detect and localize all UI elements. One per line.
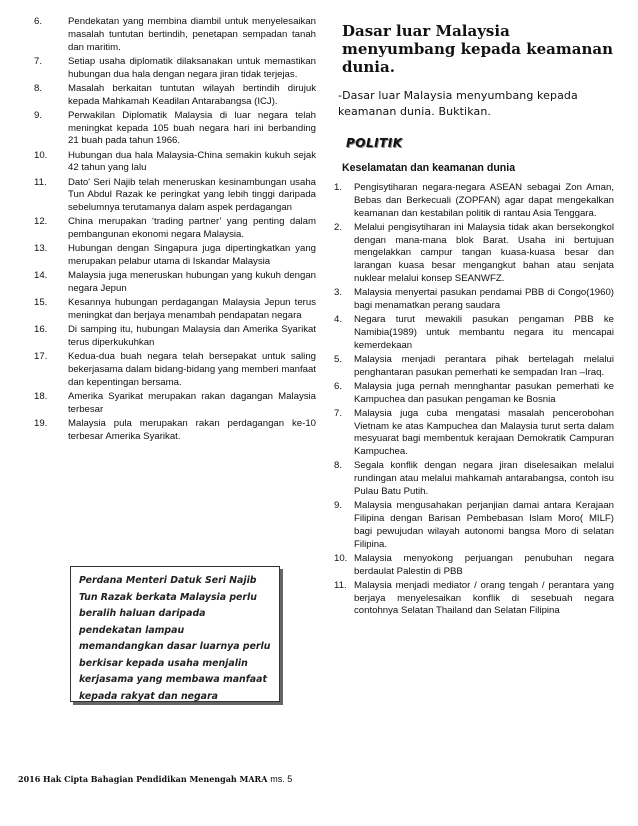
list-item: [34, 56, 316, 82]
list-item: [34, 216, 316, 242]
list-item-text: Perwakilan Diplomatik Malaysia di luar negara telah meningkat kepada 105 buah negara hari ini berbanding 21 buah pada tahun 1966.: [68, 109, 316, 147]
footer-copyright: 2016 Hak Cipta Bahagian Pendidikan Menengah MARA: [18, 774, 268, 784]
list-item-text: Hubungan dua hala Malaysia-China semakin kukuh sejak 42 tahun yang lalu: [68, 149, 316, 174]
list-item-number: 15.: [34, 297, 48, 309]
list-item: [334, 354, 614, 380]
list-item: [334, 408, 614, 459]
list-item-number: 12.: [34, 216, 48, 228]
sub-heading: -Dasar luar Malaysia menyumbang kepada keamanan dunia. Buktikan.: [338, 89, 578, 118]
list-item: [34, 243, 316, 269]
list-item: [34, 16, 316, 54]
list-item-number: 4.: [334, 314, 343, 326]
list-item-number: 8.: [334, 460, 343, 472]
list-item-number: 10.: [34, 149, 48, 161]
list-item-number: 1.: [334, 182, 343, 193]
list-item: [334, 182, 614, 220]
list-item-number: 6.: [334, 380, 343, 392]
list-item-text: Melalui pengisytiharan ini Malaysia tidak akan bersekongkol dengan mana-mana blok Barat. Usaha ini bertujuan mengelakkan campur tangan kuasa-kuasa besar dan larangan kuasa besar mengangkut bahan atau senjata nuklear melalui konsep SEANWFZ.: [354, 221, 614, 284]
list-item-text: Malaysia mengusahakan perjanjian damai antara Kerajaan Filipina dengan Barisan Pembebasan Islam Moro( MILF) bagi pewujudan wilayah autonomi bangsa Moro di selatan Filipina.: [354, 500, 614, 550]
list-item-number: 7.: [34, 55, 43, 67]
list-item-text: Malaysia menyokong perjuangan penubuhan negara berdaulat Palestin di PBB: [354, 552, 614, 577]
quote-box: [70, 566, 280, 702]
list-item: [334, 381, 614, 407]
list-item: [334, 580, 614, 618]
list-item-number: 2.: [334, 221, 343, 233]
list-item-text: Setiap usaha diplomatik dilaksanakan untuk memastikan hubungan dua hala dengan negara jiran tidak terjejas.: [68, 55, 316, 80]
list-item-number: 9.: [34, 109, 43, 121]
list-item-text: China merupakan ‘trading partner’ yang penting dalam pembangunan ekonomi negara Malaysia.: [68, 216, 316, 241]
list-item-number: 13.: [34, 243, 48, 255]
page-footer: [18, 774, 292, 784]
list-item-text: Malaysia menjadi mediator / orang tengah / perantara yang berjaya menyelesaikan konflik di sesebuah negara contohnya Selatan Thailand dan Selatan Filipina: [354, 579, 614, 617]
list-item-text: Negara turut mewakili pasukan pengaman PBB ke Namibia(1989) untuk membantu negara itu mencapai kemerdekaan: [354, 314, 614, 351]
list-item: [334, 460, 614, 498]
quote-text: Perdana Menteri Datuk Seri Najib Tun Razak berkata Malaysia perlu beralih haluan daripada pendekatan lampau memandangkan dasar luarnya perlu berkisar kepada usaha menjalin kerjasama yang membawa manfaat kepada rakyat dan negara: [79, 575, 271, 702]
list-item-text: Hubungan dengan Singapura juga dipertingkatkan yang merupakan pelabur utama di Iskandar Malaysia: [68, 243, 316, 268]
list-item-text: Malaysia menjadi perantara pihak bertelagah melalui penghantaran pasukan pemerhati ke sempadan Iran –Iraq.: [354, 353, 614, 378]
politik-heading: POLITIK: [346, 136, 403, 150]
list-item: [334, 287, 614, 313]
list-item: [334, 500, 614, 551]
list-item-text: Malaysia juga cuba mengatasi masalah pencerobohan Vietnam ke atas Kampuchea dan Malaysia turut serta dalam mesyuarat bagi membentuk kerajaan Demokratik Campuran Kampuchea.: [354, 407, 614, 458]
list-item: [34, 324, 316, 350]
left-column: [34, 16, 316, 445]
list-item-number: 6.: [34, 16, 43, 27]
list-item-number: 11.: [334, 579, 347, 591]
list-item-text: Segala konflik dengan negara jiran diselesaikan melalui rundingan atau melalui mahkamah antarabangsa, contoh isu Pulau Batu Putih.: [354, 460, 614, 498]
list-item-number: 5.: [334, 353, 343, 365]
list-item: [34, 83, 316, 109]
list-item-text: Dato' Seri Najib telah meneruskan kesinambungan usaha Tun Abdul Razak ke peringkat yang lebih tinggi daripada sebelumnya terutamanya dalam aspek perdagangan: [68, 176, 316, 214]
list-item-text: Malaysia juga meneruskan hubungan yang kukuh dengan negara Jepun: [68, 270, 316, 295]
list-item-number: 17.: [34, 351, 48, 363]
list-item-text: Malaysia pula merupakan rakan perdagangan ke-10 terbesar Amerika Syarikat.: [68, 417, 316, 442]
list-item: [34, 391, 316, 417]
list-item-number: 11.: [34, 176, 47, 188]
page-number: ms. 5: [270, 774, 293, 784]
list-item-text: Kesannya hubungan perdagangan Malaysia Jepun terus meningkat dan berjaya menambah pendapatan negara: [68, 297, 316, 322]
list-item-text: Pendekatan yang membina diambil untuk menyelesaikan masalah tuntutan bertindih, penetapan sempadan tanah dan maritim.: [68, 16, 316, 53]
list-item-number: 7.: [334, 407, 343, 419]
list-item: [34, 110, 316, 148]
list-item-text: Masalah berkaitan tuntutan wilayah bertindih dirujuk kepada Mahkamah Keadilan Antarabangsa (ICJ).: [68, 82, 316, 107]
list-item-text: Kedua-dua buah negara telah bersepakat untuk saling bekerjasama dalam bidang-bidang yang memberi manfaat dan kepentingan bersama.: [68, 351, 316, 388]
section-heading: Keselamatan dan keamanan dunia: [342, 162, 516, 174]
list-item: [334, 314, 614, 352]
list-item-number: 10.: [334, 552, 348, 564]
list-item-number: 3.: [334, 287, 343, 299]
list-item: [334, 553, 614, 579]
list-item-number: 18.: [34, 391, 48, 402]
main-heading: Dasar luar Malaysia menyumbang kepada keamanan dunia.: [342, 22, 613, 76]
list-item-text: Pengisytiharan negara-negara ASEAN sebagai Zon Aman, Bebas dan Berkecuali (ZOPFAN) agar dapat mengekalkan keamanan dan kestabilan politik di rantau Asia Tenggara.: [354, 182, 614, 219]
list-item: [34, 270, 316, 296]
list-item-number: 8.: [34, 82, 43, 94]
list-item: [34, 297, 316, 323]
right-column: [334, 16, 614, 620]
right-numbered-list: [334, 182, 614, 618]
list-item: [34, 351, 316, 389]
list-item-number: 9.: [334, 500, 343, 512]
list-item-text: Malaysia juga pernah mennghantar pasukan pemerhati ke Kampuchea dan pasukan pengaman ke Bosnia: [354, 380, 614, 405]
list-item: [34, 177, 316, 215]
list-item: [34, 150, 316, 176]
list-item-number: 19.: [34, 417, 48, 429]
left-numbered-list: [34, 16, 316, 444]
list-item-number: 14.: [34, 270, 48, 282]
list-item-text: Amerika Syarikat merupakan rakan dagangan Malaysia terbesar: [68, 391, 316, 415]
list-item: [34, 418, 316, 444]
list-item-text: Malaysia menyertai pasukan pendamai PBB di Congo(1960) bagi menamatkan perang saudara: [354, 287, 614, 311]
list-item-number: 16.: [34, 324, 48, 336]
list-item: [334, 222, 614, 286]
list-item-text: Di samping itu, hubungan Malaysia dan Amerika Syarikat terus diperkukuhkan: [68, 324, 316, 349]
